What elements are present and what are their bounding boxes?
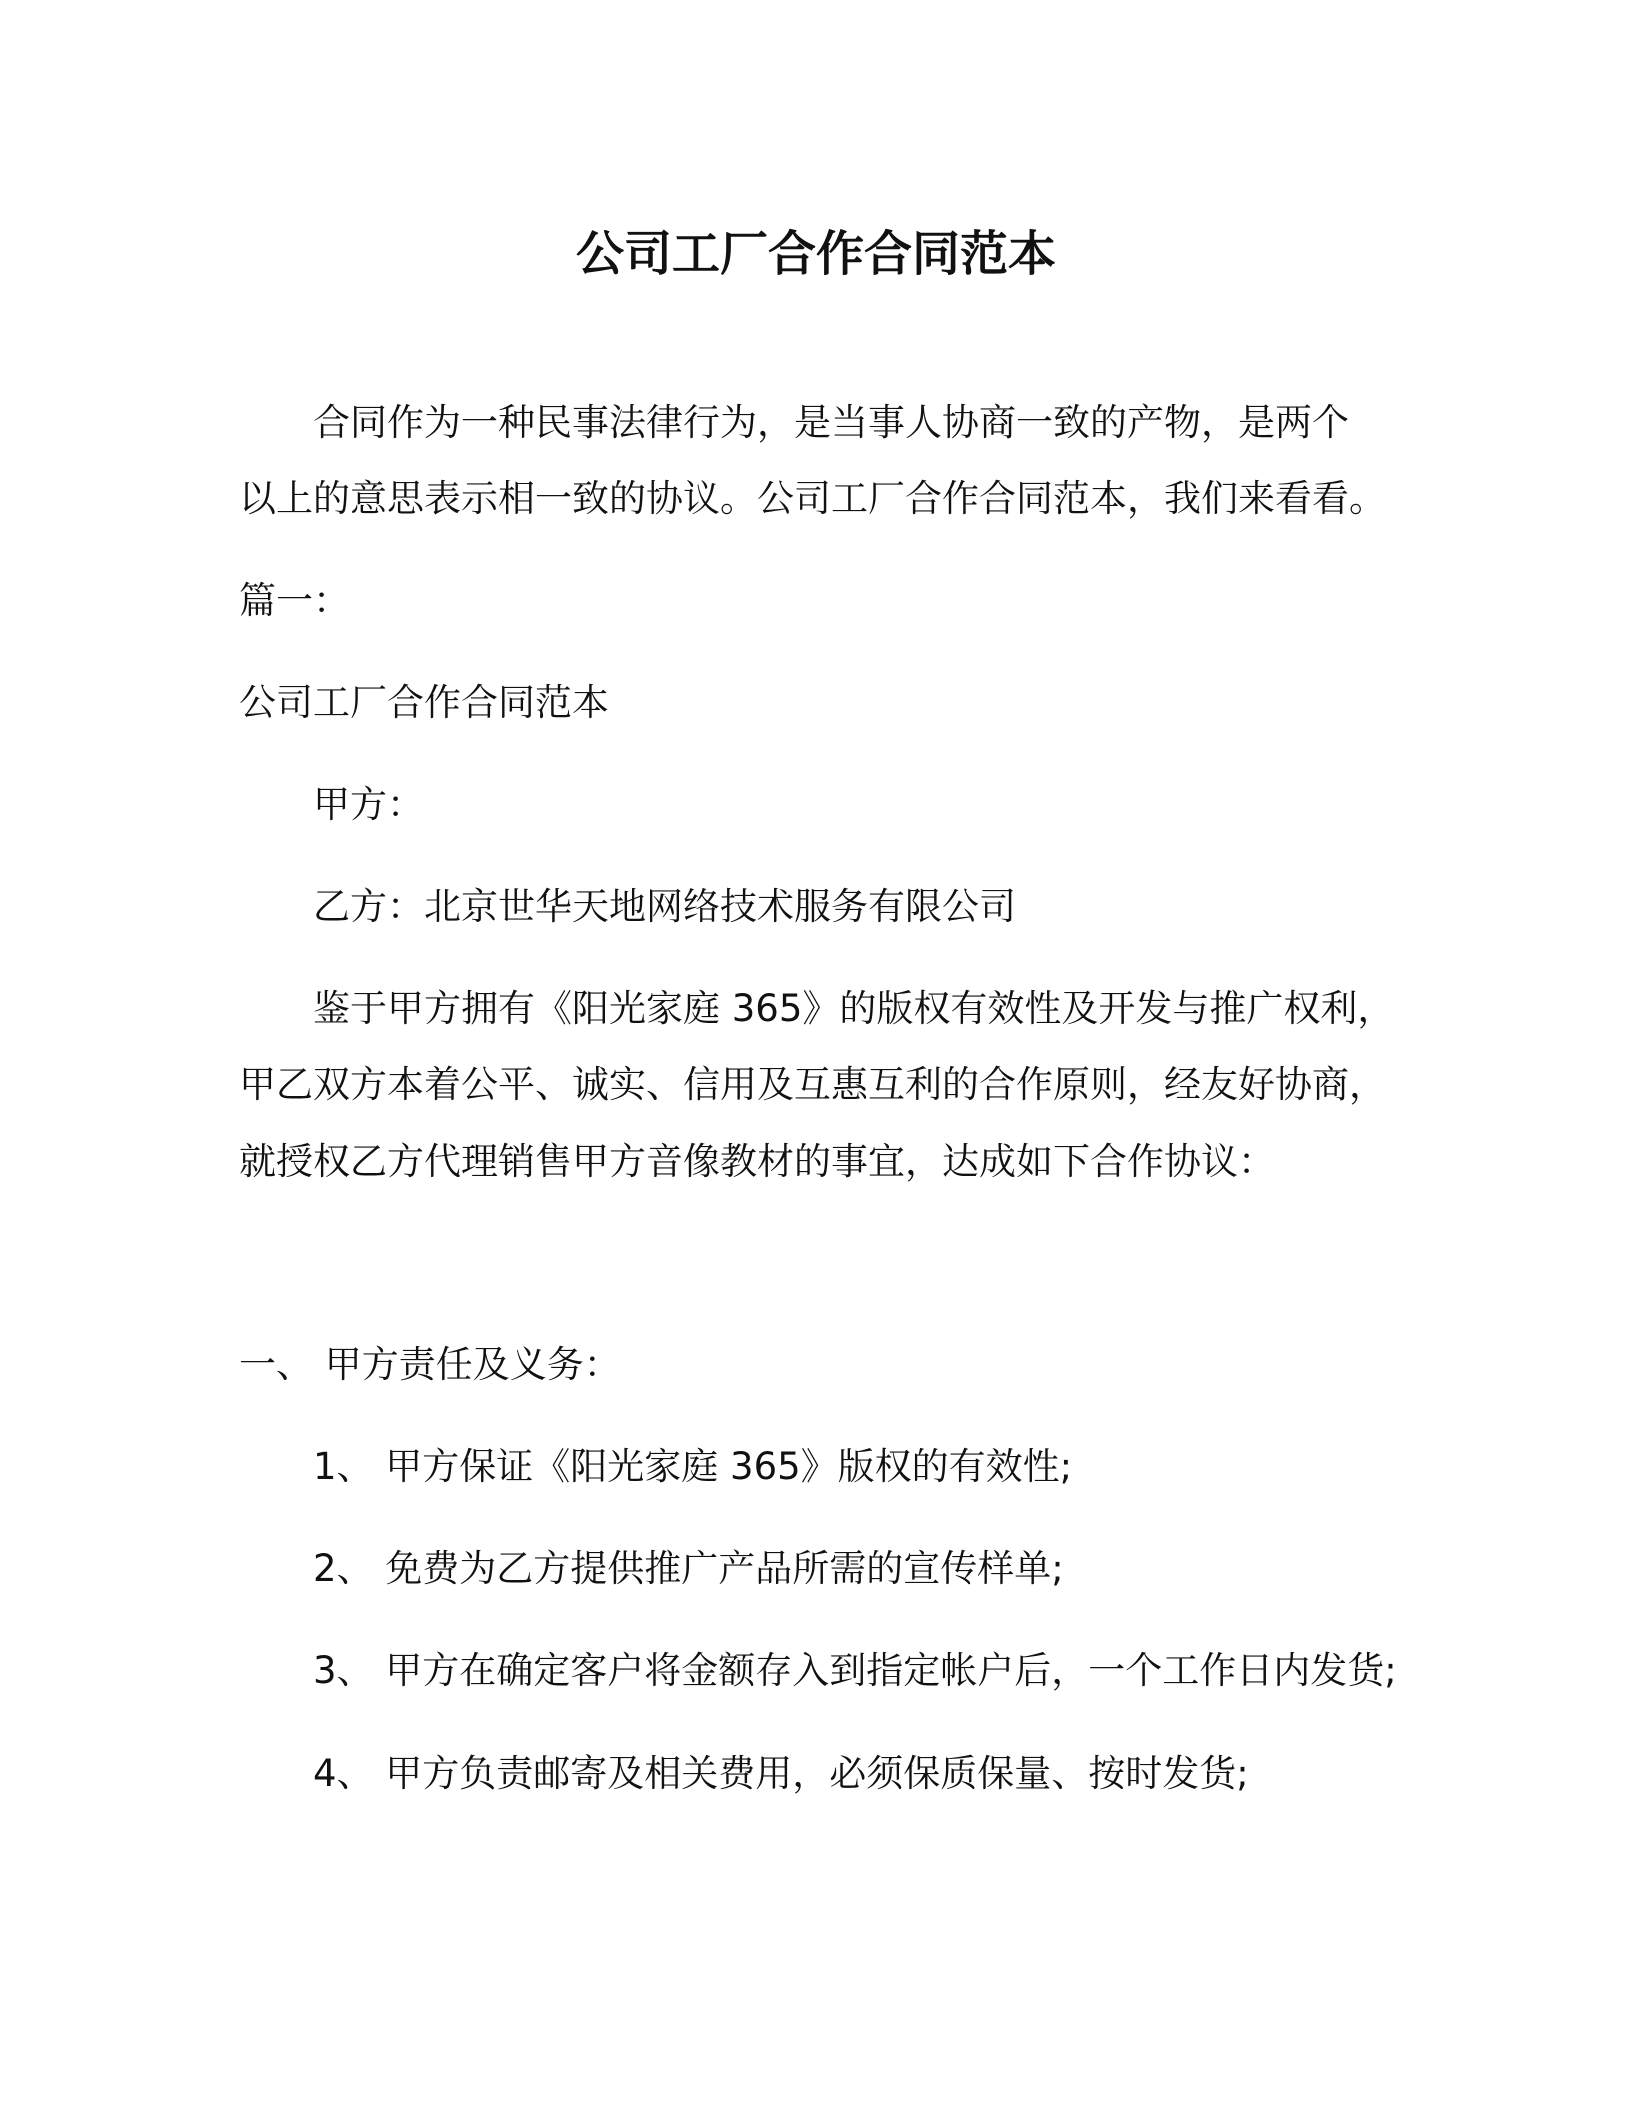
document-title: 公司工厂合作合同范本 (575, 226, 1056, 282)
contract-title: 公司工厂合作合同范本 (239, 681, 609, 724)
preamble-line-2: 甲乙双方本着公平、诚实、信用及互惠互利的合作原则，经友好协商， (239, 1063, 1386, 1106)
clause-item-2: 2、 免费为乙方提供推广产品所需的宣传样单; (313, 1547, 1064, 1590)
intro-line-1: 合同作为一种民事法律行为，是当事人协商一致的产物，是两个 (313, 401, 1349, 444)
section-label: 篇一： (239, 579, 350, 622)
preamble-line-3: 就授权乙方代理销售甲方音像教材的事宜，达成如下合作协议： (239, 1140, 1275, 1183)
clause-heading: 一、 甲方责任及义务： (239, 1343, 621, 1386)
clause-item-3: 3、 甲方在确定客户将金额存入到指定帐户后，一个工作日内发货; (313, 1649, 1397, 1692)
preamble-line-1: 鉴于甲方拥有《阳光家庭 365》的版权有效性及开发与推广权利， (313, 987, 1395, 1030)
party-a: 甲方： (313, 783, 424, 826)
party-b: 乙方：北京世华天地网络技术服务有限公司 (313, 885, 1016, 928)
clause-item-1: 1、 甲方保证《阳光家庭 365》版权的有效性; (313, 1445, 1073, 1488)
clause-item-4: 4、 甲方负责邮寄及相关费用，必须保质保量、按时发货; (313, 1752, 1249, 1795)
intro-line-2: 以上的意思表示相一致的协议。公司工厂合作合同范本，我们来看看。 (239, 477, 1386, 520)
